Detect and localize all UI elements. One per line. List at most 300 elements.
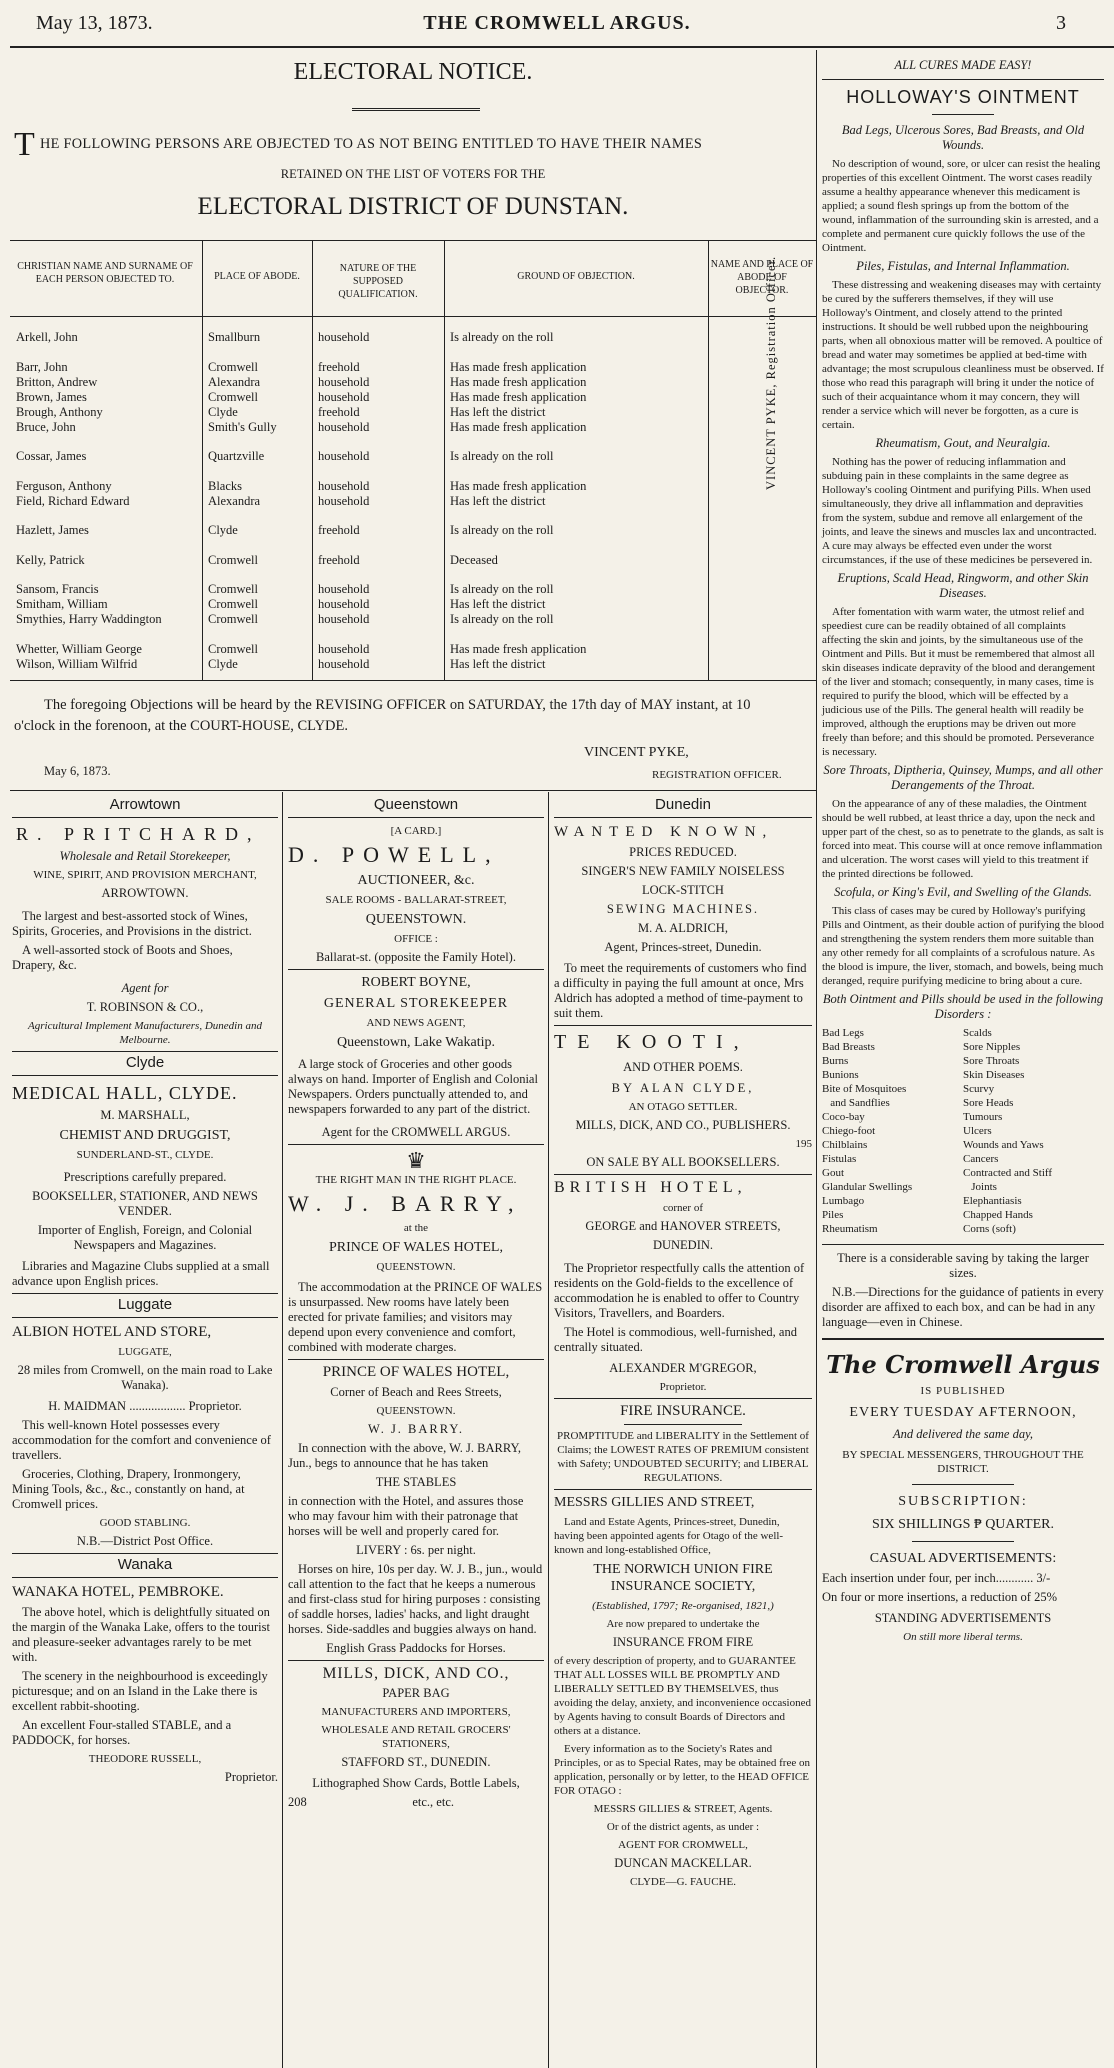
disorder-item: Bunions bbox=[822, 1069, 859, 1081]
albion-body-1: This well-known Hotel possesses every accommodation for the comfort and convenience of travellers. bbox=[12, 1418, 271, 1462]
cell-name: Whetter, William George bbox=[16, 641, 142, 656]
cell-qualification: household bbox=[318, 641, 370, 656]
table-top-rule bbox=[10, 240, 816, 241]
rule bbox=[12, 1051, 278, 1052]
cell-qualification: household bbox=[318, 612, 370, 626]
disorder-item: Piles bbox=[822, 1209, 844, 1221]
mills-wholesale: WHOLESALE AND RETAIL GROCERS' STATIONERS, bbox=[321, 1724, 511, 1750]
wanaka-name: WANAKA HOTEL, PEMBROKE. bbox=[12, 1584, 224, 1600]
row-gap bbox=[10, 509, 708, 524]
kooti-sub: AND OTHER POEMS. bbox=[623, 1060, 743, 1074]
holloway-body-4: After fomentation with warm water, the utmost relief and speediest cure can be readily obtained of all complaints affecting the skin and joints, by the simultaneous use of the Ointment and Pills. But it must be remembered that almost all skin diseases indicate depravity of the blood and derangement of the liver and stomach; consequently, in many cases, time is required to purify the blood, which will be effected by a judicious use of the Pills. The general health will readily be improved, although the eruptions may be driven out more freely than before; and this should be promoted. Perseverance is necessary. bbox=[822, 606, 1096, 758]
disorder-item: Burns bbox=[822, 1055, 849, 1067]
cell-ground: Is already on the roll bbox=[450, 449, 554, 463]
holloway-sub-3: Rheumatism, Gout, and Neuralgia. bbox=[875, 436, 1051, 450]
rule bbox=[12, 817, 278, 818]
holloway-body-6: This class of cases may be cured by Holloway's purifying Pills and Ointment, as their double action of purifying the blood and strengthening the system renders them more suitable than any other remedy for all complaints of a scrofulous nature. As the blood is impure, the liver, stomach, and bowels, being much deranged, require purifying medicine to bring about a cure. bbox=[822, 905, 1104, 987]
pritchard-body-2: A well-assorted stock of Boots and Shoes, Drapery, &c. bbox=[12, 943, 233, 972]
rule bbox=[624, 1424, 742, 1425]
medical-trade: CHEMIST AND DRUGGIST, bbox=[59, 1128, 231, 1143]
disorder-item: Elephantiasis bbox=[963, 1195, 1022, 1207]
row-gap bbox=[10, 345, 708, 360]
disorder-item: Sore Throats bbox=[963, 1055, 1020, 1067]
medical-name: MEDICAL HALL, CLYDE. bbox=[12, 1083, 238, 1103]
heading-rule bbox=[352, 108, 480, 111]
intro-line-1: HE FOLLOWING PERSONS ARE OBJECTED TO AS NOT BEING ENTITLED TO HAVE THEIR NAMES bbox=[40, 136, 703, 152]
casual-line-1: Each insertion under four, per inch............ 3/- bbox=[822, 1571, 1051, 1585]
holloway-title: HOLLOWAY'S OINTMENT bbox=[846, 87, 1080, 107]
pritchard-trade: WINE, SPIRIT, AND PROVISION MERCHANT, bbox=[33, 869, 257, 881]
fire-agent-for: AGENT FOR CROMWELL, bbox=[618, 1839, 748, 1851]
disorder-item: Wounds and Yaws bbox=[963, 1139, 1044, 1151]
disorder-item: Sore Heads bbox=[963, 1097, 1014, 1109]
cell-ground: Is already on the roll bbox=[450, 330, 554, 344]
electoral-bottom-rule bbox=[10, 790, 816, 791]
pow-paddock: English Grass Paddocks for Horses. bbox=[326, 1641, 506, 1655]
mills-litho: Lithographed Show Cards, Bottle Labels, bbox=[312, 1776, 520, 1790]
rule bbox=[12, 1553, 278, 1554]
medical-bookseller: BOOKSELLER, STATIONER, AND NEWS VENDER. bbox=[32, 1189, 258, 1218]
cell-ground: Has made fresh application bbox=[450, 478, 587, 493]
subscription-heading: SUBSCRIPTION: bbox=[898, 1494, 1028, 1509]
pritchard-name: R. PRITCHARD, bbox=[16, 824, 261, 844]
disorder-item: Chilblains bbox=[822, 1139, 868, 1151]
rule bbox=[288, 969, 544, 970]
pow-livery: LIVERY : 6s. per night. bbox=[356, 1543, 476, 1557]
wanaka-proprietor: Proprietor. bbox=[224, 1770, 278, 1784]
rule bbox=[932, 114, 994, 115]
cell-ground: Has left the district bbox=[450, 404, 546, 419]
boyne-news: AND NEWS AGENT, bbox=[366, 1017, 466, 1029]
rule bbox=[912, 1484, 1014, 1485]
british-streets: GEORGE and HANOVER STREETS, bbox=[585, 1219, 781, 1233]
cell-ground: Has made fresh application bbox=[450, 359, 587, 374]
fire-body: of every description of property, and to GUARANTEE THAT ALL LOSSES WILL BE PROMPTLY AND LIBERALLY SETTLED BY THEMSELVES, thus avoiding the delay, anxiety, and inconvenience occasioned by Agents having to consult Boards of Directors and others at a distance. bbox=[554, 1655, 811, 1737]
kooti-settler: AN OTAGO SETTLER. bbox=[628, 1101, 738, 1113]
cell-qualification: household bbox=[318, 449, 370, 463]
cell-qualification: household bbox=[318, 493, 370, 508]
cell-abode: Clyde bbox=[208, 404, 238, 419]
wanaka-heading: Wanaka bbox=[117, 1556, 173, 1573]
mills-footer bbox=[288, 1795, 544, 1810]
holloway-body-2: These distressing and weakening diseases may with certainty be cured by the sufferers themselves, if they will use Holloway's Ointment, and closely attend to the printed instructions. It should be well rubbed upon the neighbouring parts, when all obnoxious matter will be removed. A poultice of bread and water may sometimes be applied at bed-time with advantage; the most scrupulous cleanliness must be observed. If those who read this paragraph will bring it under the notice of such of their acquaintance whom it may concern, they will render a service which will never be forgotten, as a cure is certain. bbox=[822, 279, 1104, 431]
cell-ground: Has made fresh application bbox=[450, 641, 587, 656]
masthead-date: May 13, 1873. bbox=[36, 12, 153, 34]
fire-gillies-2: Land and Estate Agents, Princes-street, Dunedin, having been appointed agents for Otago of the well-known and long-established Office, bbox=[554, 1516, 784, 1556]
main-col-rule bbox=[816, 50, 817, 2068]
powell-town: QUEENSTOWN. bbox=[365, 912, 467, 927]
cell-name: Brown, James bbox=[16, 389, 87, 404]
disorder-item: Sore Nipples bbox=[963, 1041, 1021, 1053]
british-body-2: The Hotel is commodious, well-furnished, and centrally situated. bbox=[554, 1325, 797, 1354]
aldrich-body: To meet the requirements of customers who find a difficulty in paying the full amount at once, Mrs Aldrich has adopted a method of time-payment to suit them. bbox=[554, 961, 807, 1020]
disorders-list bbox=[822, 1026, 1104, 1236]
row-gap bbox=[10, 435, 708, 450]
disorder-item: Chapped Hands bbox=[963, 1209, 1033, 1221]
standing-heading: STANDING ADVERTISEMENTS bbox=[874, 1611, 1052, 1625]
cell-name: Hazlett, James bbox=[16, 523, 89, 537]
sign-title: REGISTRATION OFFICER. bbox=[652, 769, 782, 781]
pritchard-sub: Wholesale and Retail Storekeeper, bbox=[59, 849, 231, 863]
british-proprietor: Proprietor. bbox=[659, 1381, 707, 1393]
cell-qualification: household bbox=[318, 597, 370, 611]
objection-row bbox=[10, 420, 708, 435]
casual-heading: CASUAL ADVERTISEMENTS: bbox=[869, 1551, 1057, 1566]
boyne-agent: Agent for the CROMWELL ARGUS. bbox=[321, 1125, 511, 1139]
prices-reduced: PRICES REDUCED. bbox=[629, 845, 737, 859]
row-gap bbox=[10, 568, 708, 583]
british-town: DUNEDIN. bbox=[652, 1238, 714, 1252]
disorder-item: Scurvy bbox=[963, 1083, 995, 1095]
fire-info: Every information as to the Society's Rates and Principles, or as to Special Rates, may be obtained free on application, personally or by letter, to the HEAD OFFICE FOR OTAGO : bbox=[554, 1743, 810, 1797]
albion-name: ALBION HOTEL AND STORE, bbox=[12, 1324, 212, 1340]
table-head-rule bbox=[10, 316, 816, 317]
cell-abode: Cromwell bbox=[208, 597, 258, 611]
disorder-item: Skin Diseases bbox=[963, 1069, 1025, 1081]
pow-body-1: In connection with the above, W. J. BARRY, Jun., begs to announce that he has taken bbox=[288, 1441, 522, 1470]
hearing-line-2: o'clock in the forenoon, at the COURT-HOUSE, CLYDE. bbox=[14, 718, 349, 734]
col-header-ground: GROUND OF OBJECTION. bbox=[517, 271, 635, 282]
barry-motto: THE RIGHT MAN IN THE RIGHT PLACE. bbox=[315, 1174, 517, 1186]
holloway-body-3: Nothing has the power of reducing inflammation and subduing pain in these complaints in the same degree as Holloway's cooling Ointment and purifying Pills. When used simultaneously, they drive all inflammation and depravities from the system, subdue and remove all enlargement of the joints, and leave the sinews and muscles lax and uncontracted. A cure may always be effected even under the worst circumstances, if the use of these medicines be persevered in. bbox=[822, 456, 1097, 566]
holloway-sub-2: Piles, Fistulas, and Internal Inflammation. bbox=[856, 259, 1070, 273]
mills-manufacturers: MANUFACTURERS AND IMPORTERS, bbox=[321, 1706, 511, 1718]
disorder-item: Fistulas bbox=[822, 1153, 857, 1165]
disorder-item: Corns (soft) bbox=[963, 1223, 1016, 1235]
clyde-heading: Clyde bbox=[125, 1054, 165, 1071]
objection-row bbox=[10, 330, 708, 345]
cell-abode: Cromwell bbox=[208, 641, 258, 656]
col-header-name: CHRISTIAN NAME AND SURNAME OF EACH PERSON OBJECTED TO. bbox=[17, 261, 193, 285]
objection-row bbox=[10, 360, 708, 375]
holloway-sub-6: Scofula, or King's Evil, and Swelling of the Glands. bbox=[834, 885, 1092, 899]
intro-initial: T bbox=[14, 126, 35, 163]
cell-qualification: household bbox=[318, 656, 370, 671]
notice-date: May 6, 1873. bbox=[44, 764, 111, 778]
disorder-item: Rheumatism bbox=[822, 1223, 878, 1235]
holloway-sub-1: Bad Legs, Ulcerous Sores, Bad Breasts, and Old Wounds. bbox=[841, 123, 1085, 152]
rule bbox=[554, 1489, 812, 1490]
cell-abode: Cromwell bbox=[208, 389, 258, 404]
medical-addr: SUNDERLAND-ST., CLYDE. bbox=[76, 1149, 214, 1161]
masthead bbox=[0, 0, 1114, 46]
cell-name: Smitham, William bbox=[16, 597, 108, 611]
disorder-item: Coco-bay bbox=[822, 1111, 865, 1123]
powell-trade: AUCTIONEER, &c. bbox=[357, 873, 475, 888]
medical-prescriptions: Prescriptions carefully prepared. bbox=[63, 1170, 227, 1184]
hearing-line-1: The foregoing Objections will be heard by the REVISING OFFICER on SATURDAY, the 17th day of MAY instant, at 10 bbox=[44, 697, 751, 713]
row-gap bbox=[10, 627, 708, 642]
col-header-abode: PLACE OF ABODE. bbox=[214, 271, 300, 282]
cell-name: Cossar, James bbox=[16, 449, 87, 463]
fire-established: (Established, 1797; Re-organised, 1821,) bbox=[592, 1600, 774, 1612]
wanaka-owner: THEODORE RUSSELL, bbox=[88, 1753, 202, 1765]
fire-intro: PROMPTITUDE and LIBERALITY in the Settlement of Claims; the LOWEST RATES OF PREMIUM consistent with Safety; UNDOUBTED SECURITY; and LIBERAL REGULATIONS. bbox=[557, 1430, 809, 1484]
pow-body-3: Horses on hire, 10s per day. W. J. B., jun., would call attention to the fact that he keeps a numerous and first-class stud for hiring purposes : consisting of saddle horses, ladies' hacks, and light draught horses. Side-saddles and buggies always on hand. bbox=[288, 1562, 543, 1636]
objection-row bbox=[10, 657, 708, 672]
british-owner: ALEXANDER M'GREGOR, bbox=[609, 1361, 757, 1375]
fire-agents: MESSRS GILLIES & STREET, Agents. bbox=[593, 1803, 773, 1815]
british-corner: corner of bbox=[662, 1202, 703, 1214]
argus-published: IS PUBLISHED bbox=[920, 1385, 1006, 1397]
singer-line-1: SINGER'S NEW FAMILY NOISELESS bbox=[581, 864, 785, 878]
row-gap bbox=[10, 538, 708, 553]
cell-ground: Is already on the roll bbox=[450, 582, 554, 596]
pritchard-agent-2: T. ROBINSON & CO., bbox=[86, 1000, 204, 1014]
cures-line: ALL CURES MADE EASY! bbox=[894, 58, 1032, 72]
cell-abode: Alexandra bbox=[208, 374, 261, 389]
kooti-sale: ON SALE BY ALL BOOKSELLERS. bbox=[586, 1155, 780, 1169]
column-4 bbox=[822, 58, 1104, 1648]
cell-qualification: freehold bbox=[318, 523, 360, 537]
fire-prepared: Are now prepared to undertake the bbox=[606, 1618, 760, 1630]
cell-qualification: household bbox=[318, 419, 370, 434]
rule bbox=[554, 1174, 812, 1175]
cell-qualification: household bbox=[318, 582, 370, 596]
objection-row bbox=[10, 553, 708, 568]
pritchard-town: ARROWTOWN. bbox=[101, 886, 189, 900]
cell-abode: Quartzville bbox=[208, 449, 265, 463]
barry-name: W. J. BARRY, bbox=[288, 1191, 523, 1216]
table-rule-4 bbox=[708, 240, 709, 680]
disorder-item: Cancers bbox=[963, 1153, 999, 1165]
argus-every: EVERY TUESDAY AFTERNOON, bbox=[849, 1405, 1077, 1420]
column-3 bbox=[554, 796, 812, 1893]
objection-row bbox=[10, 405, 708, 420]
cell-name: Brough, Anthony bbox=[16, 404, 103, 419]
aldrich-address: Agent, Princes-street, Dunedin. bbox=[604, 940, 762, 954]
mills-address: STAFFORD ST., DUNEDIN. bbox=[341, 1755, 491, 1769]
disorder-item: Chiego-foot bbox=[822, 1125, 876, 1137]
holloway-nb: N.B.—Directions for the guidance of patients in every disorder are affixed to each box, and can be had in any language—even in Chinese. bbox=[822, 1285, 1104, 1329]
cell-ground: Has made fresh application bbox=[450, 419, 587, 434]
cell-name: Wilson, William Wilfrid bbox=[16, 656, 138, 671]
wanaka-body-1: The above hotel, which is delightfully situated on the margin of the Wanaka Lake, offers to the tourist and pleasure-seeker advantages rarely to be met with. bbox=[12, 1605, 270, 1664]
pow-name: PRINCE OF WALES HOTEL, bbox=[322, 1364, 510, 1380]
pritchard-agent: Agent for bbox=[121, 981, 169, 995]
fire-heading: FIRE INSURANCE. bbox=[620, 1403, 746, 1419]
barry-town: QUEENSTOWN. bbox=[376, 1261, 456, 1273]
fire-norwich: THE NORWICH UNION FIRE INSURANCE SOCIETY, bbox=[593, 1562, 773, 1594]
albion-nb: N.B.—District Post Office. bbox=[76, 1534, 214, 1548]
holloway-sub-5: Sore Throats, Diptheria, Quinsey, Mumps, and all other Derangements of the Throat. bbox=[823, 763, 1103, 792]
cell-name: Smythies, Harry Waddington bbox=[16, 612, 162, 626]
rule bbox=[554, 1025, 812, 1026]
holloway-body-5: On the appearance of any of these maladies, the Ointment should be well rubbed, at least thrice a day, upon the neck and upper part of the chest, so as to penetrate to the glands, as salt is forced into meat. This course will at once remove inflammation and ulceration. The worst cases will yield to this treatment if the printed directions be followed. bbox=[822, 798, 1104, 880]
cell-ground: Has left the district bbox=[450, 493, 546, 508]
rule bbox=[288, 1359, 544, 1360]
cell-qualification: freehold bbox=[318, 359, 360, 374]
cell-abode: Alexandra bbox=[208, 493, 261, 508]
pritchard-body-1: The largest and best-assorted stock of Wines, Spirits, Groceries, and Provisions in the district. bbox=[12, 909, 252, 938]
objection-row bbox=[10, 612, 708, 627]
disorder-item: Bad Breasts bbox=[822, 1041, 875, 1053]
objection-rows bbox=[10, 330, 708, 672]
table-bottom-rule bbox=[10, 680, 816, 681]
medical-importer: Importer of English, Foreign, and Colonial Newspapers and Magazines. bbox=[37, 1223, 253, 1252]
cell-qualification: household bbox=[318, 374, 370, 389]
powell-address: Ballarat-st. (opposite the Family Hotel). bbox=[316, 950, 516, 964]
luggate-heading: Luggate bbox=[117, 1296, 173, 1313]
cell-name: Sansom, Francis bbox=[16, 582, 99, 596]
disorder-item: Joints bbox=[963, 1181, 997, 1193]
fire-mackellar: DUNCAN MACKELLAR. bbox=[614, 1856, 752, 1870]
cell-abode: Cromwell bbox=[208, 612, 258, 626]
boyne-name: ROBERT BOYNE, bbox=[361, 975, 471, 990]
page-number: 3 bbox=[1056, 12, 1066, 34]
casual-line-2: On four or more insertions, a reduction of 25% bbox=[822, 1590, 1058, 1604]
rule bbox=[554, 817, 812, 818]
objection-row bbox=[10, 523, 708, 538]
rule bbox=[822, 1244, 1104, 1245]
cell-abode: Cromwell bbox=[208, 582, 258, 596]
rule bbox=[288, 817, 544, 818]
holloway-sub-7: Both Ointment and Pills should be used in the following Disorders : bbox=[822, 992, 1104, 1021]
column-1 bbox=[12, 796, 278, 1789]
column-2 bbox=[288, 796, 544, 1810]
cell-name: Kelly, Patrick bbox=[16, 552, 85, 567]
cell-qualification: freehold bbox=[318, 552, 360, 567]
intro-line-2: RETAINED ON THE LIST OF VOTERS FOR THE bbox=[280, 167, 546, 181]
mills-etc: etc., etc. bbox=[412, 1795, 454, 1809]
objection-row bbox=[10, 582, 708, 597]
objection-row bbox=[10, 642, 708, 657]
disorder-item: Bad Legs bbox=[822, 1027, 864, 1039]
barry-hotel: PRINCE OF WALES HOTEL, bbox=[329, 1240, 503, 1255]
cell-qualification: freehold bbox=[318, 404, 360, 419]
argus-messengers: BY SPECIAL MESSENGERS, THROUGHOUT THE DISTRICT. bbox=[842, 1449, 1084, 1475]
cell-abode: Clyde bbox=[208, 523, 238, 537]
disorder-item: Tumours bbox=[963, 1111, 1003, 1123]
cell-name: Field, Richard Edward bbox=[16, 493, 130, 508]
british-body-1: The Proprietor respectfully calls the attention of residents on the Gold-fields to the excellence of accommodation he is enabled to offer to Country Visitors, Travellers, and Boarders. bbox=[554, 1261, 805, 1320]
objection-row bbox=[10, 449, 708, 464]
cell-abode: Clyde bbox=[208, 656, 238, 671]
wanaka-body-3: An excellent Four-stalled STABLE, and a PADDOCK, for horses. bbox=[12, 1718, 232, 1747]
row-gap bbox=[10, 464, 708, 479]
objection-row bbox=[10, 479, 708, 494]
col-header-qualification: NATURE OF THE SUPPOSED QUALIFICATION. bbox=[338, 263, 418, 300]
cell-name: Barr, John bbox=[16, 359, 68, 374]
cell-name: Britton, Andrew bbox=[16, 374, 98, 389]
card-label: [A CARD.] bbox=[390, 825, 442, 837]
rule bbox=[822, 1338, 1104, 1340]
cell-name: Bruce, John bbox=[16, 419, 76, 434]
disorder-item: Bite of Mosquitoes bbox=[822, 1083, 907, 1095]
barry-body: The accommodation at the PRINCE OF WALES is unsurpassed. New rooms have lately been erected for private families; and visitors may depend upon every convenience and comfort, combined with moderate charges. bbox=[288, 1280, 543, 1354]
col-header-objector: NAME AND PLACE OF ABODE OF OBJECTOR. bbox=[710, 259, 814, 296]
albion-town: LUGGATE, bbox=[118, 1346, 172, 1358]
disorder-item: Contracted and Stiff bbox=[963, 1167, 1052, 1179]
holloway-sub-4: Eruptions, Scald Head, Ringworm, and other Skin Diseases. bbox=[837, 571, 1089, 600]
rule bbox=[12, 1317, 278, 1318]
rule bbox=[12, 1577, 278, 1578]
cell-ground: Has left the district bbox=[450, 656, 546, 671]
fire-clyde: CLYDE—G. FAUCHE. bbox=[630, 1876, 736, 1888]
disorders-left bbox=[822, 1026, 963, 1236]
cell-ground: Has made fresh application bbox=[450, 374, 587, 389]
cell-abode: Smith's Gully bbox=[208, 419, 277, 434]
cell-ground: Is already on the roll bbox=[450, 612, 554, 626]
kooti-by: BY ALAN CLYDE, bbox=[611, 1081, 755, 1095]
disorder-item: Gout bbox=[822, 1167, 844, 1179]
disorders-right bbox=[963, 1026, 1104, 1236]
mills-name: MILLS, DICK, AND CO., bbox=[322, 1665, 510, 1682]
pow-owner: W. J. BARRY. bbox=[368, 1422, 464, 1436]
kooti-title: TE KOOTI, bbox=[554, 1031, 750, 1053]
fire-gillies: MESSRS GILLIES AND STREET, bbox=[554, 1495, 755, 1510]
sign-name: VINCENT PYKE, bbox=[584, 745, 689, 760]
holloway-saving: There is a considerable saving by taking the larger sizes. bbox=[837, 1251, 1089, 1280]
medical-libraries: Libraries and Magazine Clubs supplied at a small advance upon English prices. bbox=[12, 1259, 270, 1288]
masthead-title: THE CROMWELL ARGUS. bbox=[423, 12, 691, 34]
rule bbox=[12, 1293, 278, 1294]
powell-name: D. POWELL, bbox=[288, 842, 500, 867]
albion-proprietor: H. MAIDMAN .................. Proprietor. bbox=[48, 1399, 242, 1413]
mills-trade: PAPER BAG bbox=[382, 1686, 450, 1700]
col2-rule bbox=[548, 792, 549, 2068]
objection-row bbox=[10, 597, 708, 612]
objection-row bbox=[10, 390, 708, 405]
cell-name: Ferguson, Anthony bbox=[16, 478, 112, 493]
cell-abode: Cromwell bbox=[208, 552, 258, 567]
rule bbox=[288, 1144, 544, 1145]
fire-or: Or of the district agents, as under : bbox=[606, 1821, 760, 1833]
cell-name: Arkell, John bbox=[16, 330, 78, 344]
disorder-item: Glandular Swellings bbox=[822, 1181, 913, 1193]
crown-icon: ♛ bbox=[406, 1148, 426, 1173]
cell-ground: Has left the district bbox=[450, 597, 546, 611]
disorder-item: Lumbago bbox=[822, 1195, 865, 1207]
kooti-publishers: MILLS, DICK, AND CO., PUBLISHERS. bbox=[575, 1118, 791, 1132]
electoral-heading: ELECTORAL NOTICE. bbox=[293, 59, 533, 85]
pow-corner: Corner of Beach and Rees Streets, bbox=[330, 1385, 502, 1399]
pritchard-agent-3: Agricultural Implement Manufacturers, Dunedin and Melbourne. bbox=[28, 1020, 262, 1046]
powell-rooms: SALE ROOMS - BALLARAT-STREET, bbox=[325, 894, 507, 906]
kooti-number: 195 bbox=[795, 1138, 812, 1150]
cell-abode: Cromwell bbox=[208, 359, 258, 374]
cell-qualification: household bbox=[318, 330, 370, 344]
disorder-item: Scalds bbox=[963, 1027, 992, 1039]
objection-row bbox=[10, 494, 708, 509]
pow-stables: THE STABLES bbox=[375, 1475, 457, 1489]
rule bbox=[12, 1075, 278, 1076]
cell-ground: Deceased bbox=[450, 552, 498, 567]
standing-terms: On still more liberal terms. bbox=[903, 1631, 1023, 1643]
wanted-known: WANTED KNOWN, bbox=[554, 824, 774, 840]
masthead-rule bbox=[10, 46, 1114, 48]
medical-owner: M. MARSHALL, bbox=[100, 1108, 190, 1122]
queenstown-heading: Queenstown bbox=[373, 796, 459, 813]
argus-title: The Cromwell Argus bbox=[826, 1350, 1100, 1379]
mills-number: 208 bbox=[288, 1795, 307, 1809]
holloway-body-1: No description of wound, sore, or ulcer can resist the healing properties of this excellent Ointment. The worst cases readily assume a healthy appearance whenever this medicament is applied; a sound flesh springs up from the bottom of the wound, inflammation of the surrounding skin is arrested, and a complete and permanent cure quickly follows the use of the Ointment. bbox=[822, 158, 1101, 254]
cell-abode: Smallburn bbox=[208, 330, 261, 344]
argus-delivered: And delivered the same day, bbox=[892, 1427, 1034, 1441]
singer-line-3: SEWING MACHINES. bbox=[606, 902, 760, 916]
district-name: ELECTORAL DISTRICT OF DUNSTAN. bbox=[197, 193, 629, 220]
cell-ground: Is already on the roll bbox=[450, 523, 554, 537]
pow-town: QUEENSTOWN. bbox=[376, 1405, 456, 1417]
cell-ground: Has made fresh application bbox=[450, 389, 587, 404]
rule bbox=[822, 79, 1104, 80]
rule bbox=[554, 1398, 812, 1399]
cell-abode: Blacks bbox=[208, 478, 243, 493]
albion-body-2: Groceries, Clothing, Drapery, Ironmongery, Mining Tools, &c., &c., constantly on hand, at Cromwell prices. bbox=[12, 1467, 245, 1511]
disorder-item: Ulcers bbox=[963, 1125, 992, 1137]
barry-at: at the bbox=[403, 1222, 429, 1234]
boyne-location: Queenstown, Lake Wakatip. bbox=[336, 1035, 495, 1050]
